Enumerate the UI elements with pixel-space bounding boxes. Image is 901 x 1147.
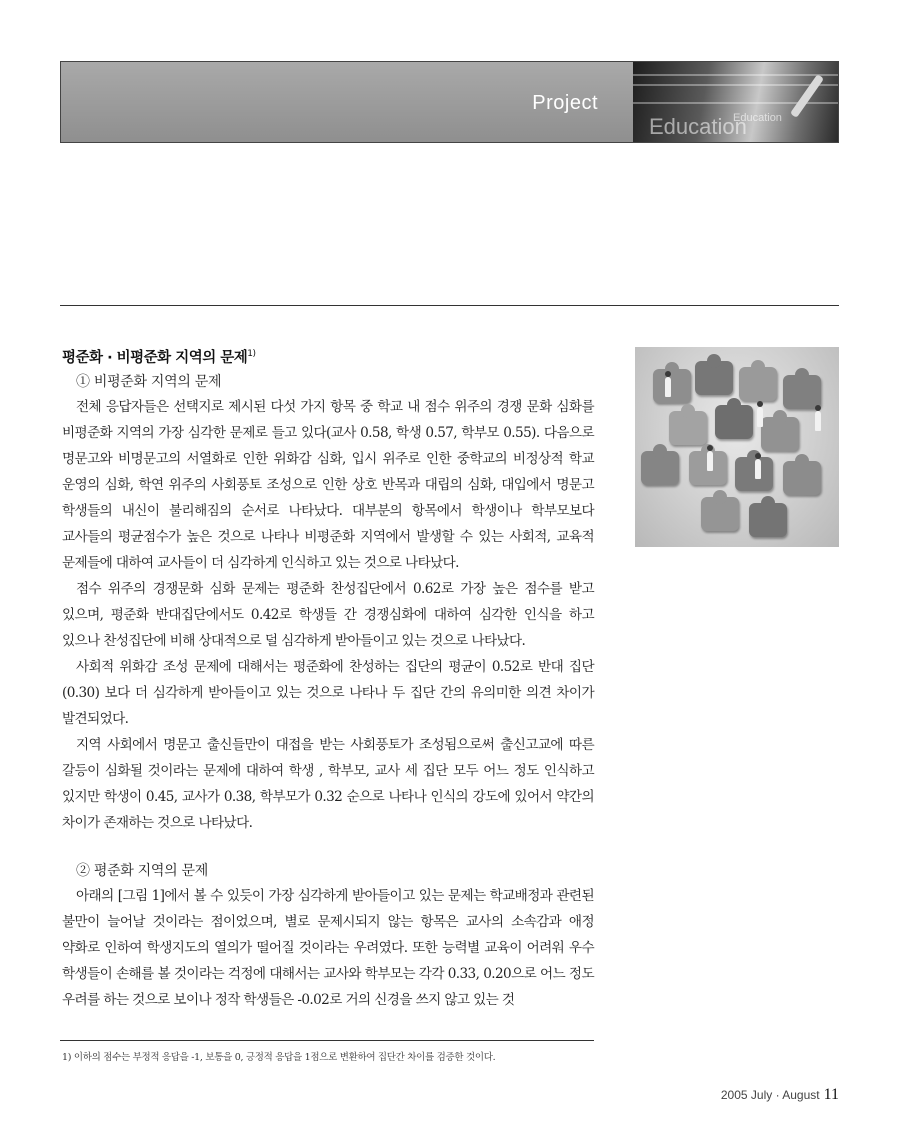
photo-word-large: Education xyxy=(649,114,747,139)
pencil-illustration xyxy=(790,74,824,118)
paragraph: 점수 위주의 경쟁문화 심화 문제는 평준화 찬성집단에서 0.62로 가장 높은 점수를 받고 있으며, 평준화 반대집단에서도 0.42로 학생들 간 경쟁심화에 대하여 심각한 인식을 하고 있으나 찬성집단에 비해 상대적으로 덜 심각하게 받아들이고 있는 것으로 나타났다. xyxy=(62,581,594,649)
page-footer xyxy=(721,1086,839,1104)
paragraph: 지역 사회에서 명문고 출신들만이 대접을 받는 사회풍토가 조성됨으로써 출신고교에 따른 갈등이 심화될 것이라는 문제에 대하여 학생 , 학부모, 교사 세 집단 모두 어느 정도 인식하고 있지만 학생이 0.45, 교사가 0.38, 학부모가 0.32 순으로 나타나 인식의 강도에 있어서 약간의 차이가 존재하는 것으로 나타났다. xyxy=(62,737,594,831)
subsection-heading-1: ① 비평준화 지역의 문제 xyxy=(76,374,222,390)
article-body xyxy=(62,346,594,1013)
paragraph: 사회적 위화감 조성 문제에 대해서는 평준화에 찬성하는 집단의 평균이 0.52로 반대 집단(0.30) 보다 더 심각하게 받아들이고 있는 것으로 나타나 두 집단 간의 유의미한 의견 차이가 발견되었다. xyxy=(62,659,594,727)
section-heading-text: 평준화 · 비평준화 지역의 문제 xyxy=(62,350,248,366)
issue-date: 2005 July · August xyxy=(720,1088,820,1102)
banner-photo xyxy=(633,62,838,142)
puzzle-people-illustration xyxy=(635,347,839,547)
banner-title: Project xyxy=(532,92,598,114)
section-divider xyxy=(60,305,839,306)
section-heading xyxy=(62,346,594,367)
page-number: 11 xyxy=(823,1086,839,1103)
subsection-heading-2: ② 평준화 지역의 문제 xyxy=(76,863,208,879)
footnote-divider xyxy=(60,1040,594,1041)
photo-word-small: Education xyxy=(733,112,782,124)
paragraph: 아래의 [그림 1]에서 볼 수 있듯이 가장 심각하게 받아들이고 있는 문제는 학교배정과 관련된 불만이 늘어날 것이라는 점이었으며, 별로 문제시되지 않는 항목은 교사의 소속감과 애정 약화로 인하여 학생지도의 열의가 떨어질 것이라는 우려였다. 또한 능력별 교육이 어려워 우수 학생들이 손해를 볼 것이라는 걱정에 대해서는 교사와 학부모는 각각 0.33, 0.20으로 어느 정도 우려를 하는 것으로 보이나 정작 학생들은 -0.02로 거의 신경을 쓰지 않고 있는 것 xyxy=(62,888,594,1008)
paragraph: 전체 응답자들은 선택지로 제시된 다섯 가지 항목 중 학교 내 점수 위주의 경쟁 문화 심화를 비평준화 지역의 가장 심각한 문제로 들고 있다(교사 0.58, 학생 0.57, 학부모 0.55). 다음으로 명문고와 비명문고의 서열화로 인한 위화감 심화, 입시 위주로 인한 중학교의 비정상적 학교 운영의 심화, 학연 위주의 사회풍토 조성으로 인한 상호 반목과 대립의 심화, 대입에서 명문고 학생들의 내신이 불리해짐의 순서로 나타났다. 대부분의 항목에서 학생이나 학부모보다 교사들의 평균점수가 높은 것으로 나타나 비평준화 지역에서 발생할 수 있는 사회적, 교육적 문제들에 대하여 교사들이 더 심각하게 인식하고 있는 것으로 나타났다. xyxy=(62,399,594,571)
footnote-marker: 1) xyxy=(247,349,256,360)
footnote: 1) 이하의 점수는 부정적 응답을 -1, 보통을 0, 긍정적 응답을 1점으로 변환하여 집단간 차이를 검증한 것이다. xyxy=(62,1052,496,1063)
header-banner xyxy=(60,61,839,143)
